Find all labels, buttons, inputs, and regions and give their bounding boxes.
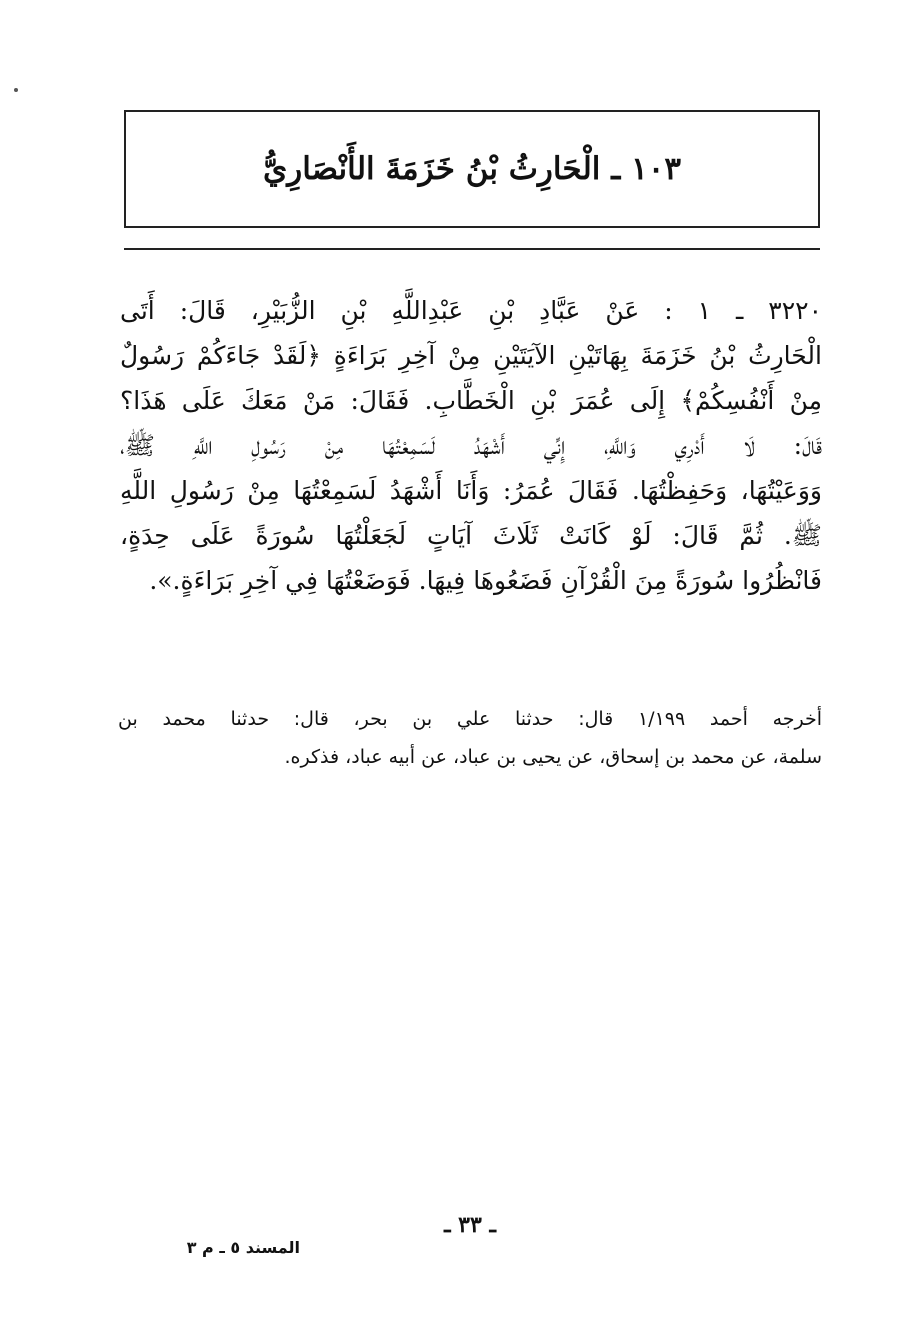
takhrij-line: أخرجه أحمد ١/١٩٩ قال: حدثنا علي بن بحر، قال: حدثنا محمد بن xyxy=(118,708,822,730)
hadith-line: فَانْظُرُوا سُورَةً مِنَ الْقُرْآنِ فَضَعُوهَا فِيهَا. فَوَضَعْتُهَا فِي آخِرِ بَرَاءَةٍ.». xyxy=(149,566,822,595)
hadith-line: وَوَعَيْتُهَا، وَحَفِظْتُهَا. فَقَالَ عُمَرُ: وَأَنَا أَشْهَدُ لَسَمِعْتُهَا مِنْ رَسُولِ اللَّهِ xyxy=(120,476,822,505)
header-divider xyxy=(124,248,820,250)
hadith-text xyxy=(120,288,822,603)
printer-signature: المسند ٥ ـ م ٣ xyxy=(186,1238,300,1257)
hadith-line: مِنْ أَنْفُسِكُمْ﴾ إِلَى عُمَرَ بْنِ الْخَطَّابِ. فَقَالَ: مَنْ مَعَكَ عَلَى هَذَا؟ xyxy=(120,386,822,415)
takhrij-note xyxy=(118,700,822,776)
scan-speck xyxy=(14,88,18,92)
hadith-line: ﷺ. ثُمَّ قَالَ: لَوْ كَانَتْ ثَلَاثَ آيَاتٍ لَجَعَلْتُهَا سُورَةً عَلَى حِدَةٍ، xyxy=(120,521,822,550)
chapter-title-box xyxy=(124,110,820,228)
hadith-line: ٣٢٢٠ ـ ١ : عَنْ عَبَّادِ بْنِ عَبْدِاللَّهِ بْنِ الزُّبَيْرِ، قَالَ: أَتَى xyxy=(120,296,822,325)
page-number: ـ ٣٣ ـ xyxy=(444,1212,496,1238)
hadith-line: قَالَ: لَا أَدْرِي وَاللَّهِ، إِنِّي أَشْهَدُ لَسَمِعْتُهَا مِنْ رَسُولِ اللَّهِ ﷺ، xyxy=(120,431,822,460)
hadith-line: الْحَارِثُ بْنُ خَزَمَةَ بِهَاتَيْنِ الآيَتَيْنِ مِنْ آخِرِ بَرَاءَةٍ ﴿لَقَدْ جَاءَكُمْ رَسُولٌ xyxy=(120,341,822,370)
takhrij-line: سلمة، عن محمد بن إسحاق، عن يحيى بن عباد، عن أبيه عباد، فذكره. xyxy=(284,746,822,768)
chapter-title: ١٠٣ ـ الْحَارِثُ بْنُ خَزَمَةَ الأَنْصَارِيُّ xyxy=(262,151,682,187)
